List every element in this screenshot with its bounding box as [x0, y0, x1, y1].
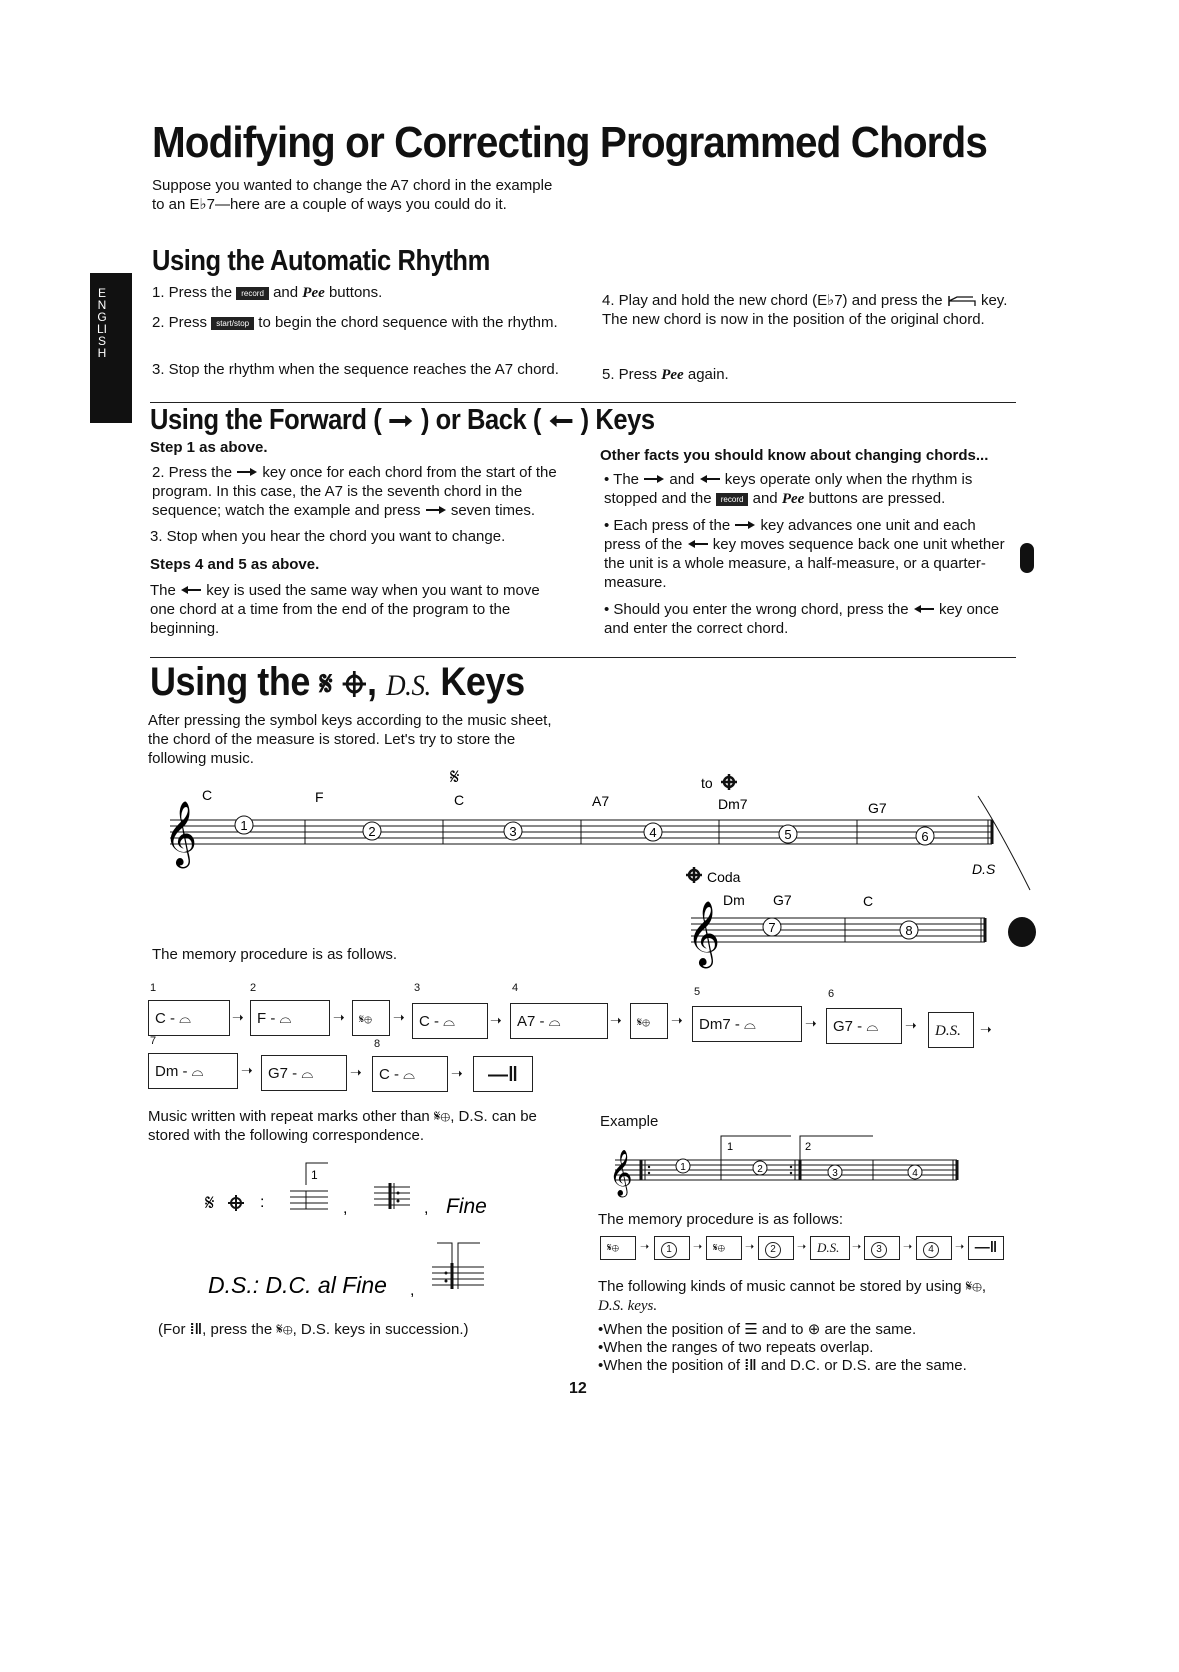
procedure-box [692, 1006, 802, 1042]
step-4-end: key. The new chord is now in the position of the original chord. [602, 292, 1008, 328]
fwd-step-2-b: key once for each chord from the start of the program. In this case, the A7 is the seventh chord in the sequence; watch the example and press [152, 464, 557, 519]
first-ending-icon: ☰ [744, 1321, 758, 1338]
chord-label: Dm [723, 892, 745, 908]
half-note-icon: ⌓ [403, 1066, 416, 1083]
cannot-3a: •When the position of [598, 1357, 741, 1374]
ds-key-label: D.S. [817, 1240, 840, 1255]
first-ending-icon [290, 1163, 328, 1209]
bullet-2-c: key moves sequence back one unit whether the unit is a whole measure, a half-measure, or a quarter-measure. [604, 536, 1005, 591]
segno-coda-key-box: 𝄋⊕ [706, 1236, 742, 1260]
arrow-icon: ➝ [671, 1012, 683, 1028]
ds-key-box [810, 1236, 850, 1260]
measure-number: 4 [923, 1242, 939, 1258]
coda-icon [228, 1195, 244, 1211]
staff-lines [615, 1160, 957, 1180]
bullet-1-e: buttons are pressed. [808, 490, 946, 507]
steps-4-5-note: Steps 4 and 5 as above. [150, 556, 320, 573]
step-number: 7 [150, 1035, 157, 1047]
arrow-icon: ➝ [905, 1017, 917, 1033]
language-tab-label: ENGLISH [96, 286, 107, 360]
half-note-icon: ⌓ [179, 1010, 192, 1027]
half-note-icon: ⌓ [301, 1065, 314, 1082]
measure-number: 4 [649, 825, 657, 840]
coda-icon [721, 774, 737, 790]
measure-number: 2 [757, 1164, 763, 1175]
to-coda-label: to [701, 775, 713, 791]
pee-button-icon: Pee [781, 491, 805, 507]
procedure-box [261, 1055, 347, 1091]
binding-hole [1008, 917, 1036, 947]
forward-arrow-icon [388, 413, 414, 429]
procedure-box [758, 1236, 794, 1260]
step-1-end: buttons. [328, 284, 383, 301]
arrow-icon: ➝ [241, 1062, 253, 1078]
for-note-a: (For [158, 1321, 186, 1338]
half-note-icon: ⌓ [279, 1010, 292, 1027]
segno-icon: 𝄋 [205, 1190, 215, 1215]
half-note-icon: ⌓ [443, 1013, 456, 1030]
segno-icon: 𝄋 [319, 665, 333, 703]
measure-number: 3 [871, 1242, 887, 1258]
half-note-icon: ⌓ [191, 1063, 204, 1080]
cannot-store-text: The following kinds of music cannot be stored by using 𝄋⊕, D.S. keys. [598, 1278, 987, 1314]
step-5 [602, 365, 1022, 385]
measure-number: 3 [832, 1168, 838, 1179]
chord-label: G7 [868, 800, 887, 816]
measure-number: 1 [680, 1162, 686, 1173]
fwd-step-2 [152, 463, 562, 520]
ds-dc-al-fine-label: D.S.: D.C. al Fine [208, 1272, 387, 1298]
memory-procedure-label-2: The memory procedure is as follows: [598, 1211, 844, 1228]
whole-note-icon: ⌓ [744, 1016, 756, 1033]
bullet-3-b: key once and enter the correct chord. [604, 601, 999, 637]
measure-number: 7 [768, 920, 776, 935]
repeat-end-icon: ⁞‖ [744, 1357, 757, 1374]
end-key-box: —‖ [968, 1236, 1004, 1260]
fwd-step-2-c: seven times. [450, 502, 536, 519]
ending-number: 1 [727, 1141, 734, 1153]
staff-lines [691, 918, 985, 942]
record-button-icon: record [716, 493, 749, 506]
example-staff [605, 1128, 965, 1198]
procedure-box [372, 1056, 448, 1092]
measure-number: 8 [905, 923, 913, 938]
step-number: 8 [374, 1038, 381, 1050]
back-arrow-icon [687, 539, 709, 549]
page-title: Modifying or Correcting Programmed Chords [152, 118, 987, 167]
step-3: 3. Stop the rhythm when the sequence reaches the A7 chord. [152, 361, 559, 378]
measure-number: 2 [765, 1242, 781, 1258]
procedure-chord: C - [419, 1013, 439, 1030]
chord-label: G7 [773, 892, 792, 908]
cannot-b: D.S. keys. [598, 1298, 658, 1314]
repeat-start-icon [374, 1183, 410, 1209]
comma: , [343, 1200, 348, 1217]
back-arrow-icon [180, 585, 202, 595]
measure-number: 4 [912, 1168, 918, 1179]
comma: , [410, 1282, 415, 1299]
svg-text:1: 1 [311, 1168, 318, 1182]
ending-number: 2 [805, 1141, 812, 1153]
page-number: 12 [569, 1380, 587, 1397]
coda-icon [342, 670, 367, 698]
step-2 [152, 313, 572, 332]
for-note-c: , D.S. keys in succession.) [292, 1321, 469, 1338]
bullet-3-a: Should you enter the wrong chord, press the [613, 601, 909, 618]
ds-intro: After pressing the symbol keys according to the music sheet, the chord of the measure is stored. Let's try to store the following music. [148, 712, 552, 767]
pee-button-icon: Pee [302, 285, 325, 301]
chord-label: C [202, 787, 213, 803]
cannot-item-2: •When the ranges of two repeats overlap. [598, 1339, 874, 1356]
heading-ds-b: Keys [440, 660, 525, 704]
procedure-box [916, 1236, 952, 1260]
ds-key-box [928, 1012, 974, 1048]
ds-symbol: D.S. [386, 669, 431, 702]
procedure-chord: G7 - [268, 1065, 298, 1082]
fwd-step-3: 3. Stop when you hear the chord you want to change. [150, 528, 506, 545]
procedure-chord: C - [379, 1066, 399, 1083]
step-1-and: and [273, 284, 299, 301]
step-2-text: 2. Press [152, 314, 208, 331]
arrow-icon: ➝ [232, 1009, 244, 1025]
procedure-chord: F - [257, 1010, 276, 1027]
procedure-box [826, 1008, 902, 1044]
segno-icon: 𝄋 [276, 1321, 283, 1338]
second-ending-repeat-icon [432, 1243, 484, 1289]
end-key-box: —‖ [473, 1056, 533, 1092]
for-note: (For ⁞‖, press the 𝄋⊕, D.S. keys in succession.) [158, 1321, 469, 1338]
back-key-a: The [150, 582, 176, 599]
fine-label: Fine [446, 1195, 487, 1218]
binding-hole [1020, 543, 1034, 573]
chord-label: F [315, 789, 324, 805]
cannot-item-1 [598, 1320, 1023, 1339]
bullet-2-a: Each press of the [613, 517, 731, 534]
bullet-1-b: and [669, 471, 695, 488]
back-arrow-icon [699, 474, 721, 484]
language-tab [90, 273, 132, 423]
back-key-text [150, 581, 562, 638]
ds-key-label: D.S. [935, 1023, 961, 1039]
repeat-marks-text: Music written with repeat marks other than 𝄋⊕, D.S. can be stored with the following correspondence. [148, 1108, 537, 1144]
arrow-icon: ➝ [745, 1241, 755, 1253]
step-2-end: to begin the chord sequence with the rhythm. [258, 314, 558, 331]
forward-key-icon [947, 294, 977, 308]
arrow-icon: ➝ [852, 1241, 862, 1253]
coda-icon [686, 867, 702, 883]
bullet-2-b: key advances one unit and each press of the [604, 517, 976, 553]
arrow-icon: ➝ [640, 1241, 650, 1253]
arrow-icon: ➝ [610, 1012, 622, 1028]
step-4-text: 4. Play and hold the new chord (E♭7) and press the [602, 292, 943, 309]
record-button-icon: record [236, 287, 269, 300]
chord-label: C [454, 792, 465, 808]
step-number: 5 [694, 986, 701, 998]
back-arrow-icon [548, 413, 574, 429]
coda-icon: ⊕ [807, 1321, 821, 1338]
segno-icon: 𝄋 [450, 764, 460, 789]
arrow-icon: ➝ [393, 1009, 405, 1025]
step-5-end: again. [687, 366, 729, 383]
pee-button-icon: Pee [661, 367, 684, 383]
measure-number: 1 [240, 818, 248, 833]
bullet-1-c: keys operate only when the rhythm is stopped and the [604, 471, 973, 507]
procedure-chord: Dm - [155, 1063, 188, 1080]
step-number: 3 [414, 982, 421, 994]
arrow-icon: ➝ [490, 1012, 502, 1028]
step-number: 2 [250, 982, 257, 994]
bullet-1: • The and keys operate only when the rhythm is stopped and the record and Pee buttons are pressed. [604, 471, 973, 507]
cannot-1c: are the same. [824, 1321, 917, 1338]
procedure-box [412, 1003, 488, 1039]
measure-number: 6 [921, 829, 929, 844]
half-note-icon: ⌓ [866, 1018, 879, 1035]
measure-number: 1 [661, 1242, 677, 1258]
arrow-icon: ➝ [350, 1064, 362, 1080]
procedure-chord: Dm7 - [699, 1016, 740, 1033]
cannot-item-3 [598, 1356, 1023, 1375]
segno-coda-key-box: 𝄋⊕ [600, 1236, 636, 1260]
arrow-icon: ➝ [797, 1241, 807, 1253]
cannot-1b: and to [761, 1321, 804, 1338]
section-heading-automatic-rhythm: Using the Automatic Rhythm [152, 245, 490, 277]
bullet-1-d: and [752, 490, 778, 507]
heading-part-b: ) or Back ( [420, 404, 541, 436]
segno-coda-key-box: 𝄋⊕ [630, 1003, 668, 1039]
fwd-step-2-a: 2. Press the [152, 464, 233, 481]
divider [150, 657, 1016, 658]
procedure-box [864, 1236, 900, 1260]
procedure-box [148, 1000, 230, 1036]
arrow-icon: ➝ [451, 1065, 463, 1081]
step-1-text: 1. Press the [152, 284, 233, 301]
measure-number: 5 [784, 827, 792, 842]
ds-label: D.S [972, 861, 996, 877]
back-arrow-icon [913, 604, 935, 614]
bullet-2: • Each press of the key advances one unit and each press of the key moves sequence back one unit whether the unit is a whole measure, a half-measure, or a quarter-measure. [604, 517, 1005, 591]
procedure-box [654, 1236, 690, 1260]
arrow-icon: ➝ [980, 1021, 992, 1037]
repeat-correspondence-diagram [200, 1155, 520, 1315]
step-number: 4 [512, 982, 519, 994]
coda-label: Coda [707, 869, 741, 885]
chord-label: A7 [592, 793, 610, 809]
step-number: 6 [828, 988, 835, 1000]
treble-clef-icon: 𝄞 [687, 901, 721, 964]
bullet-3: • Should you enter the wrong chord, press the key once and enter the correct chord. [604, 601, 999, 637]
whole-note-icon: ⌓ [548, 1013, 561, 1030]
treble-clef-icon: 𝄞 [609, 1151, 633, 1195]
treble-clef-icon: 𝄞 [164, 801, 198, 864]
intro-text: Suppose you wanted to change the A7 chord in the example to an E♭7—here are a couple of ways you could do it. [152, 177, 553, 213]
segno-icon: 𝄋 [637, 1015, 643, 1029]
procedure-box [510, 1003, 608, 1039]
procedure-box [250, 1000, 330, 1036]
other-facts-title: Other facts you should know about changing chords... [600, 447, 989, 464]
heading-ds-a: Using the [150, 660, 310, 704]
measure-number: 3 [509, 824, 517, 839]
bullet-1-a: The [613, 471, 640, 488]
cannot-a: The following kinds of music cannot be stored by using [598, 1278, 962, 1295]
segno-icon: 𝄋 [965, 1278, 973, 1295]
music-staff-coda [685, 860, 1045, 970]
segno-icon: 𝄋 [359, 1012, 365, 1026]
forward-arrow-icon [236, 467, 258, 477]
arrow-icon: ➝ [805, 1015, 817, 1031]
forward-arrow-icon [734, 520, 756, 530]
divider [150, 402, 1016, 403]
forward-arrow-icon [425, 505, 447, 515]
segno-icon: 𝄋 [713, 1242, 718, 1254]
section-heading-forward-back [150, 404, 655, 437]
memory-procedure-label: The memory procedure is as follows. [152, 946, 398, 963]
step-5-text: 5. Press [602, 366, 658, 383]
back-key-b: key is used the same way when you want to move one chord at a time from the end of the program to the beginning. [150, 582, 540, 637]
repeat-text-b: , D.S. can be stored with the following correspondence. [148, 1108, 537, 1144]
heading-part-c: ) Keys [580, 404, 655, 436]
section-heading-ds-keys: Using the 𝄋 , D.S. Keys [150, 660, 525, 704]
example-label: Example [600, 1113, 659, 1130]
procedure-chord: G7 - [833, 1018, 863, 1035]
step-number: 1 [150, 982, 157, 994]
cannot-3b: and D.C. or D.S. are the same. [760, 1357, 967, 1374]
step-1-note: Step 1 as above. [150, 439, 268, 456]
step-1 [152, 283, 572, 303]
measure-number: 2 [368, 824, 376, 839]
segno-coda-key-box: 𝄋⊕ [352, 1000, 390, 1036]
repeat-end-icon: ⁞‖ [189, 1321, 203, 1338]
arrow-icon: ➝ [955, 1241, 965, 1253]
arrow-icon: ➝ [903, 1241, 913, 1253]
arrow-icon: ➝ [333, 1009, 345, 1025]
segno-icon: 𝄋 [607, 1242, 612, 1254]
forward-arrow-icon [643, 474, 665, 484]
chord-label: C [863, 893, 874, 909]
procedure-box [148, 1053, 238, 1089]
chord-label: Dm7 [718, 796, 748, 812]
start-stop-button-icon: start/stop [211, 317, 254, 330]
cannot-1a: •When the position of [598, 1321, 741, 1338]
heading-part-a: Using the Forward ( [150, 404, 382, 436]
colon: : [260, 1194, 265, 1211]
procedure-chord: A7 - [517, 1013, 545, 1030]
comma: , [424, 1200, 429, 1217]
for-note-b: , press the [202, 1321, 273, 1338]
repeat-text-a: Music written with repeat marks other than [148, 1108, 430, 1125]
arrow-icon: ➝ [693, 1241, 703, 1253]
procedure-chord: C - [155, 1010, 175, 1027]
step-4 [602, 291, 1022, 329]
segno-icon: 𝄋 [433, 1108, 441, 1125]
